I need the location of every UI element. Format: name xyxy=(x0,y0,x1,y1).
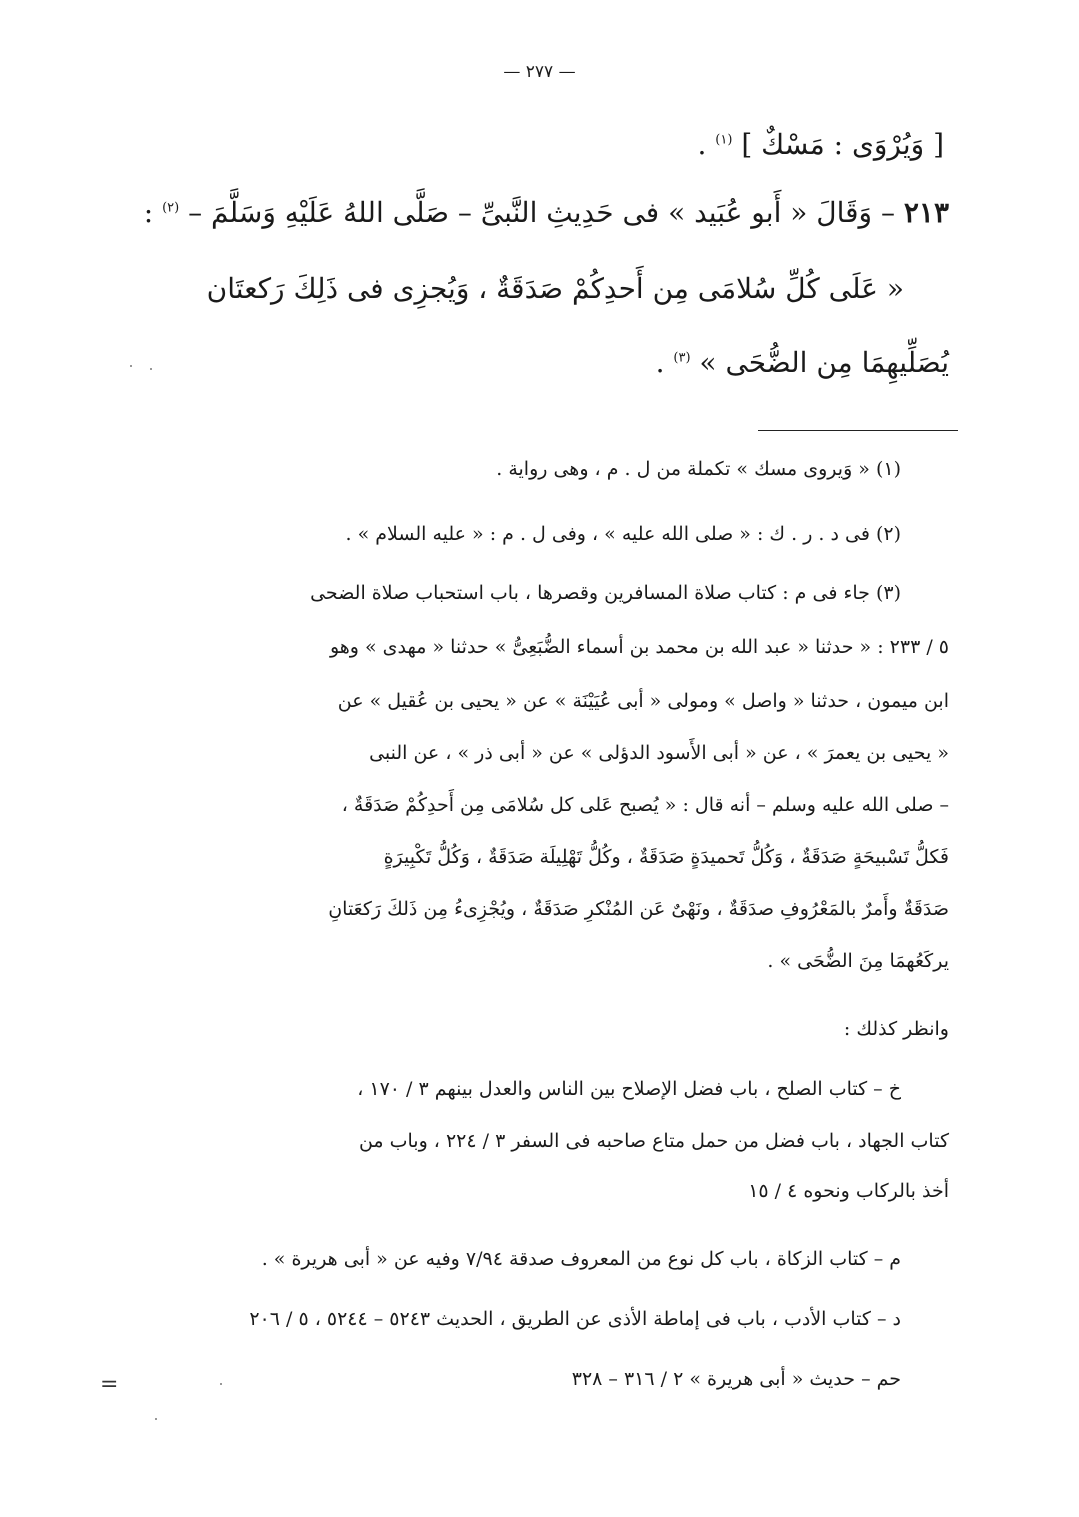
main-line-4 xyxy=(656,346,949,379)
ref-kh-line-3: أخذ بالركاب ونحوه ٤ / ١٥ xyxy=(748,1180,949,1202)
footnote-separator xyxy=(758,430,958,431)
footnote-3-line-2: ٥ / ٢٣٣ : « حدثنا « عبد الله بن محمد بن أسماء الضُّبَعِىُّ » حدثنا « مهدى » وهو xyxy=(329,636,949,658)
ref-kh-line-2: كتاب الجهاد ، باب فضل من حمل متاع صاحبه فى السفر ٣ / ٢٢٤ ، وباب من xyxy=(358,1130,949,1152)
ref-d-line: د – كتاب الأدب ، باب فى إماطة الأذى عن الطريق ، الحديث ٥٢٤٣ – ٥٢٤٤ ، ٥ / ٢٠٦ xyxy=(249,1308,901,1330)
main-line-1 xyxy=(697,128,944,161)
main-line-1-end: . xyxy=(697,128,707,161)
main-line-2-end: : xyxy=(143,196,154,229)
footnote-3-line-5: – صلى الله عليه وسلم – أنه قال : « يُصبح عَلى كل سُلامَى مِن أَحدِكُمْ صَدَقَةٌ ، xyxy=(341,794,949,816)
footnote-ref-3: (٣) xyxy=(673,350,691,366)
footnote-3-line-3: ابن ميمون ، حدثنا « واصل » ومولى « أبى عُيَيْنَة » عن « يحيى بن عُقيل » عن xyxy=(337,690,949,712)
see-also-heading: وانظر كذلك : xyxy=(843,1018,949,1040)
main-line-2-text: – وَقَالَ « أَبو عُبَيد » فى حَدِيثِ النَّبىِّ – صَلَّى اللهُ عَلَيْهِ وَسَلَّمَ – xyxy=(188,196,895,229)
ref-hm-line: حم – حديث « أبى هريرة » ٢ / ٣١٦ – ٣٢٨ xyxy=(571,1368,901,1390)
footnote-ref-2: (٢) xyxy=(162,200,180,216)
footnote-3-line-7: صَدَقَةٌ وأَمرٌ بالمَعْرُوفِ صدَقَةٌ ، ونَهْىٌ عَن المُنْكرِ صَدَقَةٌ ، ويُجْزِىءُ مِن ذَلكَ رَكعَتانِ xyxy=(328,898,949,920)
continuation-mark: = xyxy=(100,1372,119,1397)
main-line-4-end: . xyxy=(655,346,665,379)
scan-speck xyxy=(130,365,132,367)
footnote-ref-1: (١) xyxy=(715,132,733,148)
footnote-3-line-8: يركَعُهمَا مِنَ الضُّحَى » . xyxy=(767,950,949,972)
footnote-1: (١) « وَيروى مسك » تكملة من ل . م ، وهى رواية . xyxy=(496,458,901,480)
scan-speck xyxy=(155,1418,157,1420)
scan-speck xyxy=(150,368,152,370)
entry-number: ٢١٣ xyxy=(903,196,949,229)
main-line-4-text: يُصَلِّيهِمَا مِن الضُّحَى » xyxy=(699,346,949,379)
ref-kh-line-1: خ – كتاب الصلح ، باب فضل الإصلاح بين الناس والعدل بينهم ٣ / ١٧٠ ، xyxy=(357,1078,901,1100)
main-line-3: « عَلَى كُلِّ سُلامَى مِن أَحدِكُمْ صَدَقَةٌ ، وَيُجزِى فى ذَلِكَ رَكعتَان xyxy=(206,272,904,305)
footnote-3-line-4: « يحيى بن يعمرَ » ، عن « أبى الأَسود الدؤلى » عن « أبى ذر » ، عن النبى xyxy=(369,742,949,764)
scan-speck xyxy=(220,1383,222,1385)
footnote-2: (٢) فى د . ر . ك : « صلى الله عليه » ، وفى ل . م : « عليه السلام » . xyxy=(345,523,901,545)
footnote-3-line-6: فَكلُّ تَسْبيحَةٍ صَدَقَةٌ ، وَكُلُّ تَحميدَةٍ صَدَقَةٌ ، وكُلُّ تَهْلِيلَة صَدَقَةٌ ، وَكُلُّ تَكْبِيرَةٍ xyxy=(383,846,949,868)
main-line-1-text: [ وَيُرْوَى : مَسْكٌ ] xyxy=(741,128,944,161)
footnote-3-line-1: (٣) جاء فى م : كتاب صلاة المسافرين وقصرها ، باب استحباب صلاة الضحى xyxy=(310,582,901,604)
ref-m-line: م – كتاب الزكاة ، باب كل نوع من المعروف صدقة ٧/٩٤ وفيه عن « أبى هريرة » . xyxy=(261,1248,901,1270)
main-line-2 xyxy=(144,196,949,229)
page-number: — ٢٧٧ — xyxy=(503,62,576,82)
